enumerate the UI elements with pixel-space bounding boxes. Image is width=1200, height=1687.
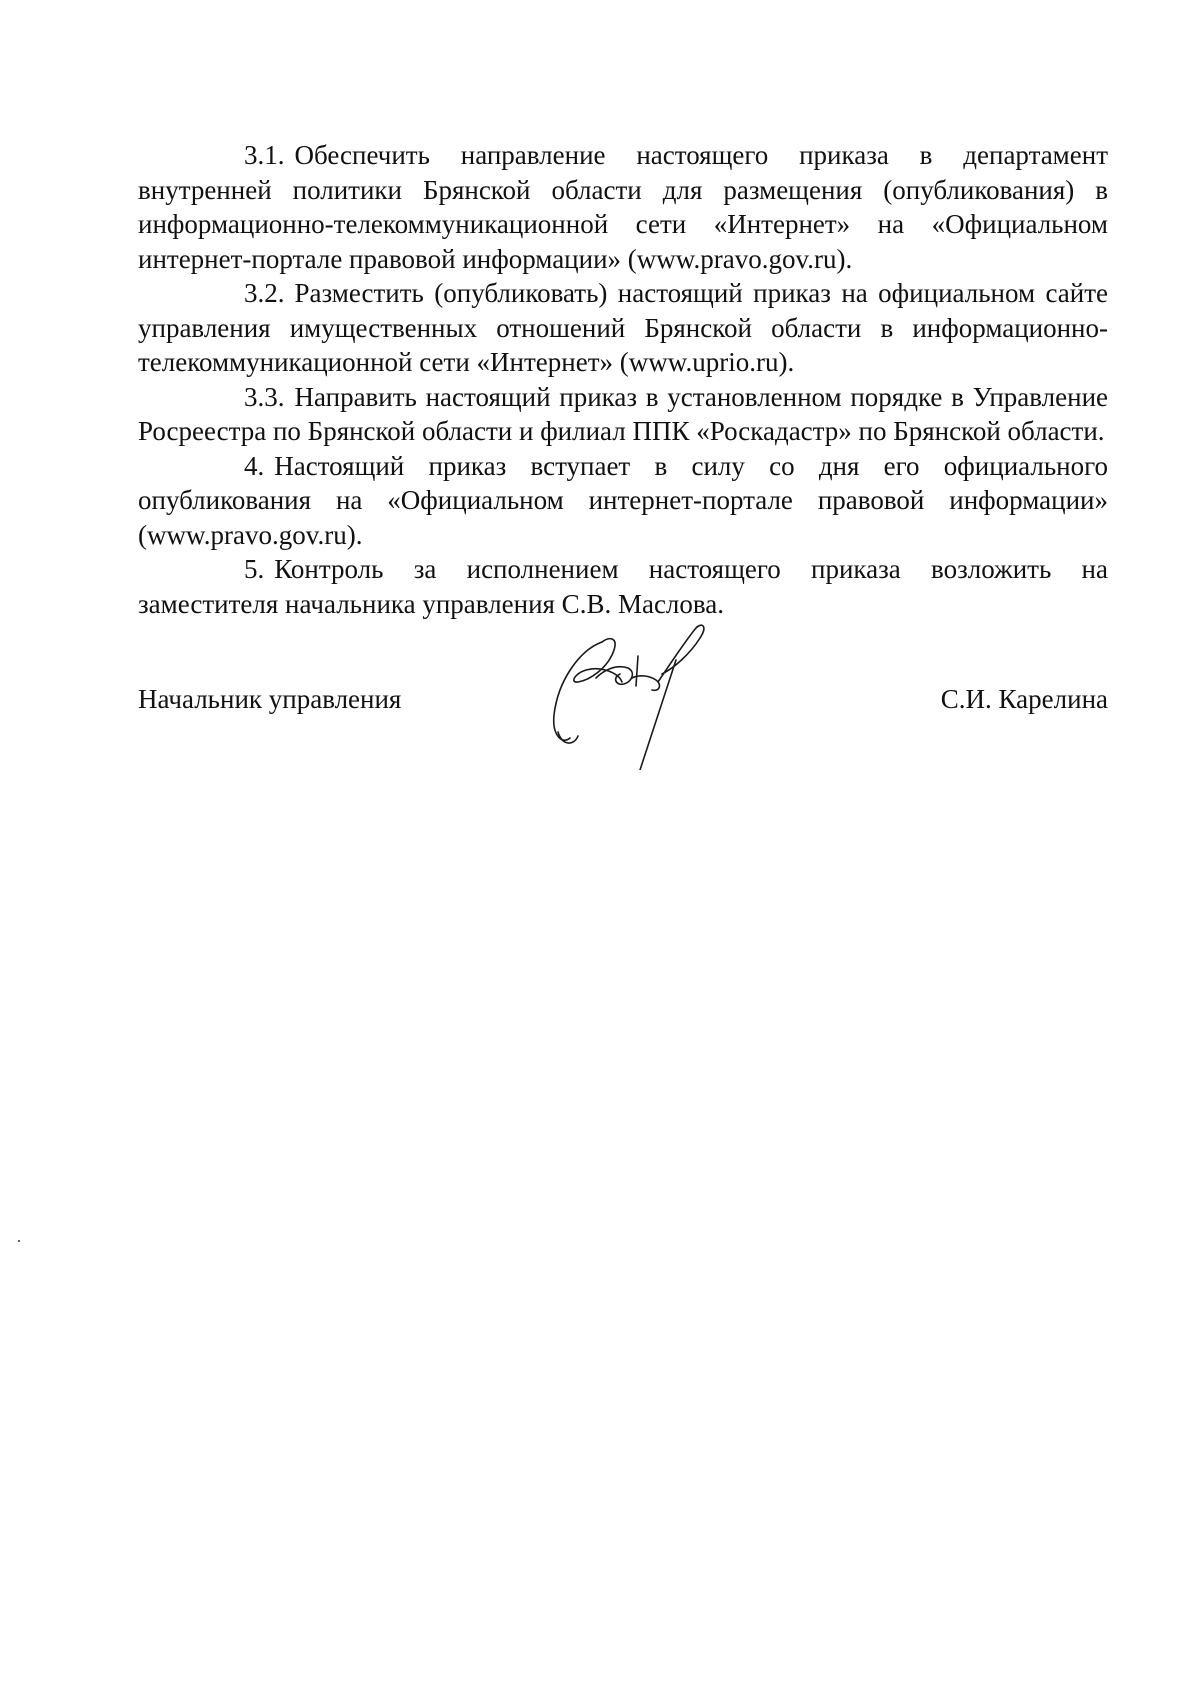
paragraph-5 [138,552,1108,621]
paragraph-4 [138,449,1108,553]
paragraph-text: Обеспечить направление настоящего приказа в департамент внутренней политики Брянской области для размещения (опубликования) в информационно-телекоммуникационной сети «Интернет» на «Официальном интернет-портале правовой информации» (www.pravo.gov.ru). [138,140,1108,274]
signatory-position: Начальник управления [138,684,402,714]
paragraph-number: 3.2. [244,278,285,308]
paragraph-text: Разместить (опубликовать) настоящий приказ на официальном сайте управления имущественных отношений Брянской области в информационно-телекоммуникационной сети «Интернет» (www.uprio.ru). [138,278,1108,377]
paragraph-3-1 [138,138,1108,276]
paragraph-number: 4. [244,450,265,481]
paragraph-number: 3.1. [244,140,285,170]
scan-speck [18,1240,20,1242]
signature-row [138,682,1108,722]
document-body [138,138,1108,621]
paragraph-3-3 [138,380,1108,449]
signatory-name: С.И. Карелина [940,684,1108,714]
paragraph-text: Контроль за исполнением настоящего приказа возложить на заместителя начальника управления С.В. Маслова. [138,554,1108,619]
paragraph-text: Настоящий приказ вступает в силу со дня его официального опубликования на «Официальном интернет-портале правовой информации» (www.pravo.gov.ru). [138,450,1108,550]
paragraph-3-2 [138,276,1108,380]
paragraph-number: 5. [244,554,265,584]
paragraph-number: 3.3. [244,381,285,412]
paragraph-text: Направить настоящий приказ в установленном порядке в Управление Росреестра по Брянской области и филиал ППК «Роскадастр» по Брянской области. [138,381,1108,446]
